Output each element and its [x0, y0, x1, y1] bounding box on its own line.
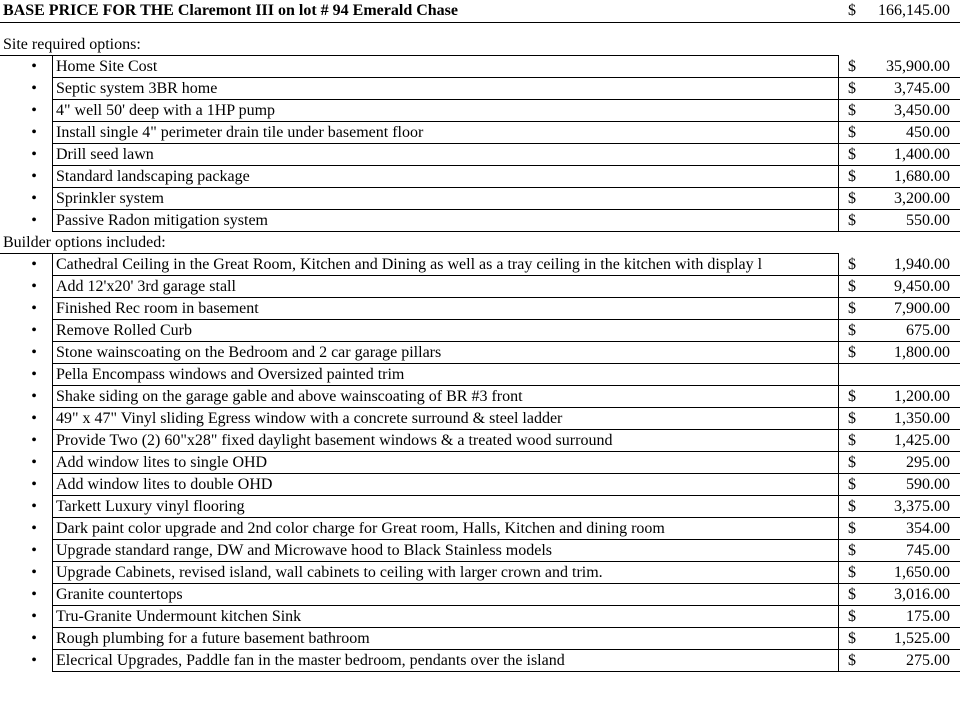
bullet-mark: •: [31, 102, 37, 119]
option-amount: 675.00: [906, 322, 950, 339]
option-description: Finished Rec room in basement: [56, 300, 259, 317]
bullet-mark: •: [31, 190, 37, 207]
bullet-mark: •: [31, 520, 37, 537]
dollar-sign: $: [848, 146, 856, 163]
dollar-sign: $: [848, 322, 856, 339]
option-row: [0, 188, 960, 210]
dollar-sign: $: [848, 278, 856, 295]
option-row: [0, 364, 960, 386]
option-description: 4" well 50' deep with a 1HP pump: [56, 102, 276, 119]
option-row: [0, 430, 960, 452]
option-row: [0, 474, 960, 496]
option-amount: 3,450.00: [894, 102, 950, 119]
bullet-mark: •: [31, 344, 37, 361]
option-description: Add window lites to single OHD: [56, 454, 268, 471]
option-row: [0, 298, 960, 320]
option-row: [0, 320, 960, 342]
dollar-sign: $: [848, 212, 856, 229]
option-description: Remove Rolled Curb: [56, 322, 192, 339]
dollar-sign: $: [848, 652, 856, 669]
option-description: Rough plumbing for a future basement bathroom: [56, 630, 370, 647]
option-description: Add window lites to double OHD: [56, 476, 273, 493]
option-amount: 354.00: [906, 520, 950, 537]
dollar-sign: $: [848, 124, 856, 141]
dollar-sign: $: [848, 476, 856, 493]
option-row: [0, 144, 960, 166]
option-amount: 1,940.00: [894, 256, 950, 273]
option-amount: 1,200.00: [894, 388, 950, 405]
option-row: [0, 100, 960, 122]
option-row: [0, 166, 960, 188]
bullet-mark: •: [31, 630, 37, 647]
option-description: Home Site Cost: [56, 58, 158, 75]
dollar-sign: $: [848, 256, 856, 273]
bullet-mark: •: [31, 256, 37, 273]
site-section-label-row: [0, 34, 960, 56]
dollar-sign: $: [848, 586, 856, 603]
option-description: Shake siding on the garage gable and above wainscoating of BR #3 front: [56, 388, 523, 405]
option-description: Upgrade Cabinets, revised island, wall cabinets to ceiling with larger crown and trim.: [56, 564, 603, 581]
dollar-sign: $: [848, 630, 856, 647]
dollar-sign: $: [848, 344, 856, 361]
option-description: Passive Radon mitigation system: [56, 212, 268, 229]
option-row: [0, 452, 960, 474]
option-row: [0, 628, 960, 650]
dollar-sign: $: [848, 300, 856, 317]
option-amount: 1,400.00: [894, 146, 950, 163]
dollar-sign: $: [848, 608, 856, 625]
option-row: [0, 540, 960, 562]
bullet-mark: •: [31, 278, 37, 295]
row-divider: [52, 671, 960, 672]
option-row: [0, 210, 960, 232]
option-row: [0, 122, 960, 144]
bullet-mark: •: [31, 366, 37, 383]
option-amount: 275.00: [906, 652, 950, 669]
builder-section-label-row: [0, 232, 960, 254]
dollar-sign: $: [848, 410, 856, 427]
option-row: [0, 606, 960, 628]
dollar-sign: $: [848, 190, 856, 207]
site-section-left-border: [52, 55, 53, 232]
option-row: [0, 342, 960, 364]
base-price-amount: 166,145.00: [878, 2, 950, 19]
option-row: [0, 254, 960, 276]
option-row: [0, 650, 960, 672]
bullet-mark: •: [31, 454, 37, 471]
bullet-mark: •: [31, 652, 37, 669]
option-amount: 450.00: [906, 124, 950, 141]
option-amount: 7,900.00: [894, 300, 950, 317]
dollar-sign: $: [848, 498, 856, 515]
builder-section-label: Builder options included:: [3, 234, 166, 251]
option-amount: 1,425.00: [894, 432, 950, 449]
bullet-mark: •: [31, 498, 37, 515]
option-amount: 1,350.00: [894, 410, 950, 427]
option-description: Add 12'x20' 3rd garage stall: [56, 278, 236, 295]
bullet-mark: •: [31, 608, 37, 625]
option-row: [0, 408, 960, 430]
option-row: [0, 562, 960, 584]
option-row: [0, 496, 960, 518]
bullet-mark: •: [31, 146, 37, 163]
site-section-column-divider: [838, 55, 839, 232]
option-description: Drill seed lawn: [56, 146, 154, 163]
option-description: Upgrade standard range, DW and Microwave hood to Black Stainless models: [56, 542, 553, 559]
option-amount: 3,200.00: [894, 190, 950, 207]
option-description: Stone wainscoating on the Bedroom and 2 car garage pillars: [56, 344, 442, 361]
dollar-sign: $: [848, 102, 856, 119]
option-description: Pella Encompass windows and Oversized painted trim: [56, 366, 405, 383]
base-price-dollar: $: [848, 2, 856, 19]
bullet-mark: •: [31, 586, 37, 603]
bullet-mark: •: [31, 432, 37, 449]
option-amount: 295.00: [906, 454, 950, 471]
option-description: Tru-Granite Undermount kitchen Sink: [56, 608, 302, 625]
bullet-mark: •: [31, 322, 37, 339]
bullet-mark: •: [31, 300, 37, 317]
option-amount: 1,680.00: [894, 168, 950, 185]
option-row: [0, 78, 960, 100]
base-price-title: BASE PRICE FOR THE Claremont III on lot # 94 Emerald Chase: [3, 2, 458, 19]
dollar-sign: $: [848, 432, 856, 449]
option-amount: 3,016.00: [894, 586, 950, 603]
bullet-mark: •: [31, 124, 37, 141]
dollar-sign: $: [848, 454, 856, 471]
option-row: [0, 518, 960, 540]
bullet-mark: •: [31, 476, 37, 493]
option-description: Sprinkler system: [56, 190, 164, 207]
dollar-sign: $: [848, 520, 856, 537]
builder-section-left-border: [52, 253, 53, 672]
dollar-sign: $: [848, 58, 856, 75]
dollar-sign: $: [848, 168, 856, 185]
option-amount: 9,450.00: [894, 278, 950, 295]
option-description: Septic system 3BR home: [56, 80, 218, 97]
base-price-row: [0, 0, 960, 23]
option-description: Dark paint color upgrade and 2nd color charge for Great room, Halls, Kitchen and dining room: [56, 520, 665, 537]
bullet-mark: •: [31, 542, 37, 559]
option-description: Elecrical Upgrades, Paddle fan in the master bedroom, pendants over the island: [56, 652, 565, 669]
option-description: Cathedral Ceiling in the Great Room, Kitchen and Dining as well as a tray ceiling in the kitchen with display l: [56, 256, 763, 273]
site-section-label: Site required options:: [3, 36, 141, 53]
option-description: Install single 4" perimeter drain tile under basement floor: [56, 124, 424, 141]
option-amount: 1,650.00: [894, 564, 950, 581]
dollar-sign: $: [848, 388, 856, 405]
option-amount: 550.00: [906, 212, 950, 229]
dollar-sign: $: [848, 80, 856, 97]
option-amount: 35,900.00: [886, 58, 950, 75]
option-description: Tarkett Luxury vinyl flooring: [56, 498, 245, 515]
option-description: Provide Two (2) 60"x28" fixed daylight basement windows & a treated wood surround: [56, 432, 613, 449]
option-row: [0, 386, 960, 408]
option-row: [0, 584, 960, 606]
bullet-mark: •: [31, 80, 37, 97]
option-description: Standard landscaping package: [56, 168, 250, 185]
option-description: 49" x 47" Vinyl sliding Egress window with a concrete surround & steel ladder: [56, 410, 563, 427]
option-amount: 3,375.00: [894, 498, 950, 515]
option-description: Granite countertops: [56, 586, 183, 603]
bullet-mark: •: [31, 564, 37, 581]
bullet-mark: •: [31, 212, 37, 229]
option-row: [0, 276, 960, 298]
bullet-mark: •: [31, 168, 37, 185]
option-amount: 1,525.00: [894, 630, 950, 647]
bullet-mark: •: [31, 410, 37, 427]
dollar-sign: $: [848, 564, 856, 581]
option-amount: 590.00: [906, 476, 950, 493]
site-section-rule: [0, 55, 838, 56]
option-amount: 3,745.00: [894, 80, 950, 97]
builder-section-column-divider: [838, 253, 839, 672]
option-amount: 745.00: [906, 542, 950, 559]
option-amount: 175.00: [906, 608, 950, 625]
bullet-mark: •: [31, 388, 37, 405]
bullet-mark: •: [31, 58, 37, 75]
option-amount: 1,800.00: [894, 344, 950, 361]
builder-section-rule: [0, 253, 838, 254]
dollar-sign: $: [848, 542, 856, 559]
option-row: [0, 56, 960, 78]
